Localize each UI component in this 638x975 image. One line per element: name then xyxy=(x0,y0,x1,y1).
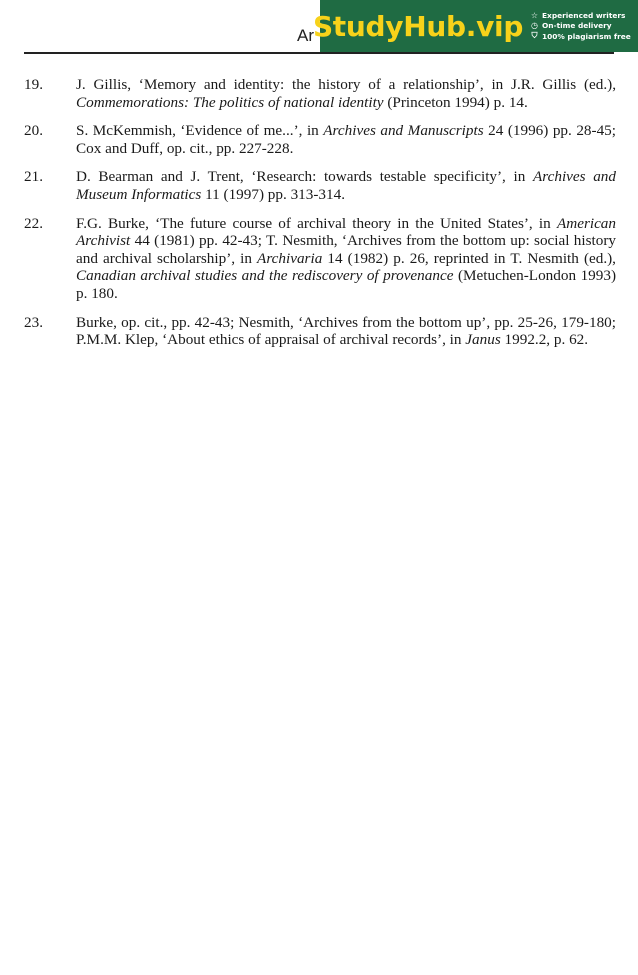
endnote-run: (Princeton 1994) p. 14. xyxy=(383,93,528,111)
endnote-number: 21. xyxy=(24,168,43,186)
endnote-run: (Metuchen-London 1993) p. 180. xyxy=(76,267,616,302)
banner-feature-text: On-time delivery xyxy=(542,21,612,30)
endnote-title: American Archivist xyxy=(76,214,616,250)
endnote-run: Burke, op. cit., pp. 42-43; Nesmith, ‘Archives from the bottom up’, pp. 25-26, 179-180; P.M.M. Klep, ‘About ethics of appraisal of archival records’, in xyxy=(76,313,616,349)
endnote-run: F.G. Burke, ‘The future course of archival theory in the United States’, in xyxy=(76,214,557,232)
clock-icon: ◷ xyxy=(531,21,538,30)
shield-icon: ⛉ xyxy=(531,31,538,40)
endnote xyxy=(24,76,616,111)
endnote-run: 24 (1996) pp. 28-45; Cox and Duff, op. cit., pp. 227-228. xyxy=(76,122,616,157)
endnotes-list xyxy=(24,76,616,360)
endnote-title: Archives and Museum Informatics xyxy=(76,168,616,203)
banner-feature xyxy=(530,11,638,20)
endnote-title: Archives and Manuscripts xyxy=(323,122,484,140)
endnote-run: S. McKemmish, ‘Evidence of me...’, in xyxy=(76,122,324,140)
banner-feature xyxy=(530,31,638,41)
endnote-title: Archivaria xyxy=(257,249,323,267)
endnote xyxy=(24,168,616,203)
endnote-run: D. Bearman and J. Trent, ‘Research: towards testable specificity’, in xyxy=(76,168,533,186)
header-rule xyxy=(24,52,614,54)
banner-feature xyxy=(530,21,638,30)
endnote-number: 23. xyxy=(24,313,43,331)
studyhub-ad-banner[interactable] xyxy=(312,0,638,52)
endnote xyxy=(24,314,616,349)
endnote xyxy=(24,122,616,157)
endnote-text xyxy=(76,76,616,111)
endnote-run: 14 (1982) p. 26, reprinted in T. Nesmith (ed.), xyxy=(322,249,616,267)
endnote-text xyxy=(76,314,616,349)
endnote-title: Commemorations: The politics of national identity xyxy=(76,93,384,111)
endnote-text xyxy=(76,168,616,203)
page-header xyxy=(0,0,638,56)
endnote-text xyxy=(76,122,616,157)
running-head: Ar xyxy=(297,26,314,45)
endnote-run: 11 (1997) pp. 313-314. xyxy=(201,185,345,203)
endnote-number: 20. xyxy=(24,122,43,140)
endnote-run: J. Gillis, ‘Memory and identity: the history of a relationship’, in J.R. Gillis (ed.), xyxy=(76,76,616,93)
endnote-run: 1992.2, p. 62. xyxy=(500,331,589,349)
endnote xyxy=(24,215,616,303)
endnote-text xyxy=(76,215,616,303)
endnote-number: 19. xyxy=(24,76,43,93)
endnote-title: Janus xyxy=(465,331,501,349)
studyhub-logo: StudyHub.vip xyxy=(312,9,524,43)
endnote-number: 22. xyxy=(24,214,43,232)
banner-feature-text: Experienced writers xyxy=(542,11,626,20)
banner-features xyxy=(516,0,638,52)
star-icon: ☆ xyxy=(530,11,539,20)
endnote-run: 44 (1981) pp. 42-43; T. Nesmith, ‘Archives from the bottom up: social history and archival scholarship’, in xyxy=(76,232,616,267)
banner-feature-text: 100% plagiarism free xyxy=(542,31,631,41)
endnote-title: Canadian archival studies and the rediscovery of provenance xyxy=(76,267,454,285)
